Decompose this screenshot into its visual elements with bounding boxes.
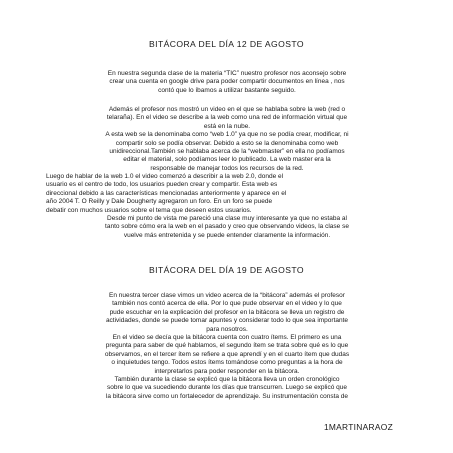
text-line: o inquietudes tengo. Todos estos ítems tomándose como preguntas a la hora de	[111, 359, 343, 367]
entry-2-paragraph-1	[46, 292, 408, 334]
text-line: vuelve más entretenida y se puede entender claramente la información.	[123, 231, 331, 239]
text-line: unidireccional.También se hablaba acerca de la “webmaster” en ella no podíamos	[109, 148, 345, 156]
entry-1-paragraph-4	[46, 215, 408, 240]
text-line: tanto sobre cómo era la web en el pasado y creo que observando videos, la clase se	[105, 223, 349, 231]
entry-2-paragraph-3	[46, 376, 408, 401]
text-line: actividades, donde se puede tomar apuntes y considerar todo lo que sea importante	[105, 317, 349, 325]
text-line: Desde mi punto de vista me pareció una clase muy interesante ya que no estaba al	[107, 215, 347, 222]
text-line: sobre lo que va sucediendo durante los días que transcurren. Luego se explicó que	[107, 384, 347, 392]
text-line: pude escuchar en la explicación del profesor en la bitácora se lleva un registro de	[109, 308, 345, 316]
text-line: para nosotros.	[206, 325, 248, 333]
text-line: telaraña). En el video se describe a la web como una red de información virtual que	[106, 114, 348, 122]
text-line: A esta web se la denominaba como “web 1.0” ya que no se podía crear, modificar, ni	[105, 131, 349, 139]
text-line: interpretarlos para poder responder en la bitácora.	[154, 367, 300, 375]
entry-2-title: BITÁCORA DEL DÍA 19 DE AGOSTO	[149, 265, 304, 275]
text-line: compartir solo se podía observar. Debido a esto se la denominaba como web	[115, 139, 339, 147]
text-line: En nuestra tercer clase vimos un video acerca de la “bitácora” además el profesor	[109, 292, 345, 299]
entry-1-paragraph-2	[46, 106, 408, 173]
text-line: editar el material, solo podíamos leer lo publicado. La web master era la	[123, 156, 331, 164]
text-line: debatir con muchos usuarios sobre el tema que deseen estos usuarios.	[46, 206, 252, 214]
text-line: Además el profesor nos mostró un video en el que se hablaba sobre la web (red o	[108, 106, 346, 113]
text-line: También durante la clase se explicó que la bitácora lleva un orden cronológico	[114, 376, 340, 383]
text-line: Luego de hablar de la web 1.0 el video comenzó a describir a la web 2.0, donde el	[46, 173, 284, 180]
entry-1-paragraph-3	[46, 173, 408, 215]
entry-1-paragraph-1	[46, 70, 408, 95]
entry-2-paragraph-2	[46, 334, 408, 376]
text-line: la bitácora sirve como un fortalecedor de aprendizaje. Su instrumentación consta de	[105, 392, 349, 400]
text-line: contó que lo íbamos a utilizar bastante seguido.	[158, 86, 296, 94]
entry-1-title: BITÁCORA DEL DÍA 12 DE AGOSTO	[149, 39, 304, 49]
text-line: En nuestra segunda clase de la materia “TIC” nuestro profesor nos aconsejo sobre	[107, 70, 347, 77]
text-line: En el video se decía que la bitácora cuenta con cuatro ítems. El primero es una	[112, 334, 342, 341]
text-line: direccional debido a las características mencionadas anteriormente y aparece en el	[46, 189, 287, 197]
author-signature: 1MARTINARAOZ	[323, 422, 393, 432]
text-line: usuario es el centro de todo, los usuarios pueden crear y compartir. Esta web es	[46, 181, 278, 189]
text-line: responsable de manejar todos los recursos de la red.	[150, 164, 304, 172]
text-line: está en la nube.	[203, 122, 251, 130]
text-line: crear una cuenta en google drive para poder compartir documentos en línea , nos	[109, 78, 345, 86]
text-line: observamos, en el tercer ítem se refiere a que aprendí y en el cuarto ítem que dudas	[104, 350, 350, 358]
text-line: también nos contó acerca de ella. Por lo que pude observar en el video y lo que	[112, 300, 342, 308]
text-line: pregunta para saber de qué hablamos, el segundo ítem se trata sobre qué es lo que	[105, 342, 349, 350]
text-line: año 2004 T. O Reilly y Dale Dougherty agregaron un foro. En un foro se puede	[46, 198, 273, 206]
